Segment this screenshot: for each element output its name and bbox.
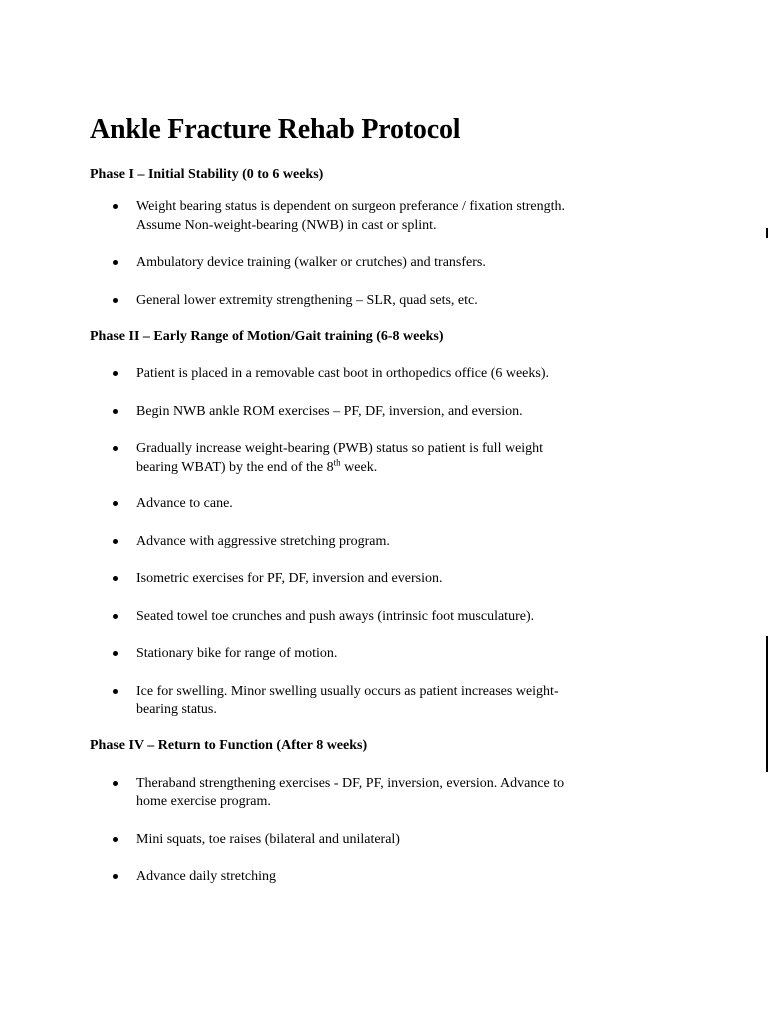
- bullet-icon: [113, 409, 118, 414]
- list-item-text: General lower extremity strengthening – SLR, quad sets, etc.: [136, 292, 478, 308]
- list-item-text: Ambulatory device training (walker or crutches) and transfers.: [136, 255, 486, 270]
- bullet-icon: [113, 501, 118, 506]
- ordinal-suffix: th: [333, 456, 341, 467]
- bullet-icon: [113, 781, 118, 786]
- list-item-text: Advance daily stretching: [136, 869, 276, 884]
- document-page: [90, 110, 630, 887]
- bullet-icon: [113, 298, 118, 303]
- list-item: [90, 440, 630, 477]
- list-item: [90, 645, 630, 664]
- list-item: [90, 198, 630, 235]
- list-item: [90, 831, 630, 850]
- list-item: [90, 495, 630, 514]
- list-item: [90, 775, 630, 812]
- bullet-icon: [113, 614, 118, 619]
- list-item-text: Ice for swelling. Minor swelling usually occurs as patient increases weight-: [136, 683, 559, 699]
- list-item-text: Gradually increase weight-bearing (PWB) status so patient is full weight: [136, 441, 544, 456]
- list-item-text: Patient is placed in a removable cast boot in orthopedics office (6 weeks).: [136, 366, 549, 381]
- phase-2-list: [90, 365, 630, 720]
- bullet-icon: [113, 539, 118, 544]
- list-item-text-pre: bearing WBAT) by the end of the 8: [136, 459, 334, 475]
- bullet-icon: [113, 874, 118, 879]
- bullet-icon: [113, 371, 118, 376]
- list-item-text-continued: [136, 456, 378, 475]
- phase-4-heading: Phase IV – Return to Function (After 8 weeks): [90, 737, 368, 753]
- bullet-icon: [113, 576, 118, 581]
- list-item: [90, 868, 630, 887]
- bullet-icon: [113, 446, 118, 451]
- list-item: [90, 570, 630, 589]
- list-item: [90, 254, 630, 273]
- list-item-text: Isometric exercises for PF, DF, inversion and eversion.: [136, 571, 443, 586]
- phase-1-list: [90, 198, 630, 310]
- list-item-text-continued: home exercise program.: [136, 794, 271, 809]
- phase-4-section: [90, 737, 630, 887]
- document-title: Ankle Fracture Rehab Protocol: [90, 114, 461, 145]
- phase-1-heading: Phase I – Initial Stability (0 to 6 weeks): [90, 167, 324, 182]
- list-item: [90, 365, 630, 384]
- list-item-text: Weight bearing status is dependent on surgeon preferance / fixation strength.: [136, 199, 565, 214]
- list-item-text: Mini squats, toe raises (bilateral and unilateral): [136, 831, 400, 847]
- list-item-text: Advance to cane.: [136, 496, 233, 511]
- list-item: [90, 608, 630, 627]
- list-item: [90, 403, 630, 422]
- phase-4-list: [90, 775, 630, 887]
- list-item-text: Begin NWB ankle ROM exercises – PF, DF, inversion, and eversion.: [136, 403, 523, 419]
- bullet-icon: [113, 689, 118, 694]
- list-item: [90, 683, 630, 720]
- phase-2-section: [90, 328, 630, 720]
- bullet-icon: [113, 260, 118, 265]
- bullet-icon: [113, 204, 118, 209]
- phase-2-heading: Phase II – Early Range of Motion/Gait training (6-8 weeks): [90, 329, 444, 344]
- phase-1-section: [90, 166, 630, 310]
- list-item-text: Seated towel toe crunches and push aways (intrinsic foot musculature).: [136, 608, 535, 624]
- list-item-text: Theraband strengthening exercises - DF, PF, inversion, eversion. Advance to: [136, 775, 565, 791]
- bullet-icon: [113, 837, 118, 842]
- list-item-text: Stationary bike for range of motion.: [136, 646, 338, 661]
- list-item-text-post: week.: [340, 459, 378, 475]
- list-item: [90, 292, 630, 311]
- list-item-text: Advance with aggressive stretching program.: [136, 533, 390, 549]
- list-item: [90, 533, 630, 552]
- bullet-icon: [113, 651, 118, 656]
- list-item-text-continued: bearing status.: [136, 702, 217, 717]
- list-item-text-continued: Assume Non-weight-bearing (NWB) in cast or splint.: [136, 217, 437, 233]
